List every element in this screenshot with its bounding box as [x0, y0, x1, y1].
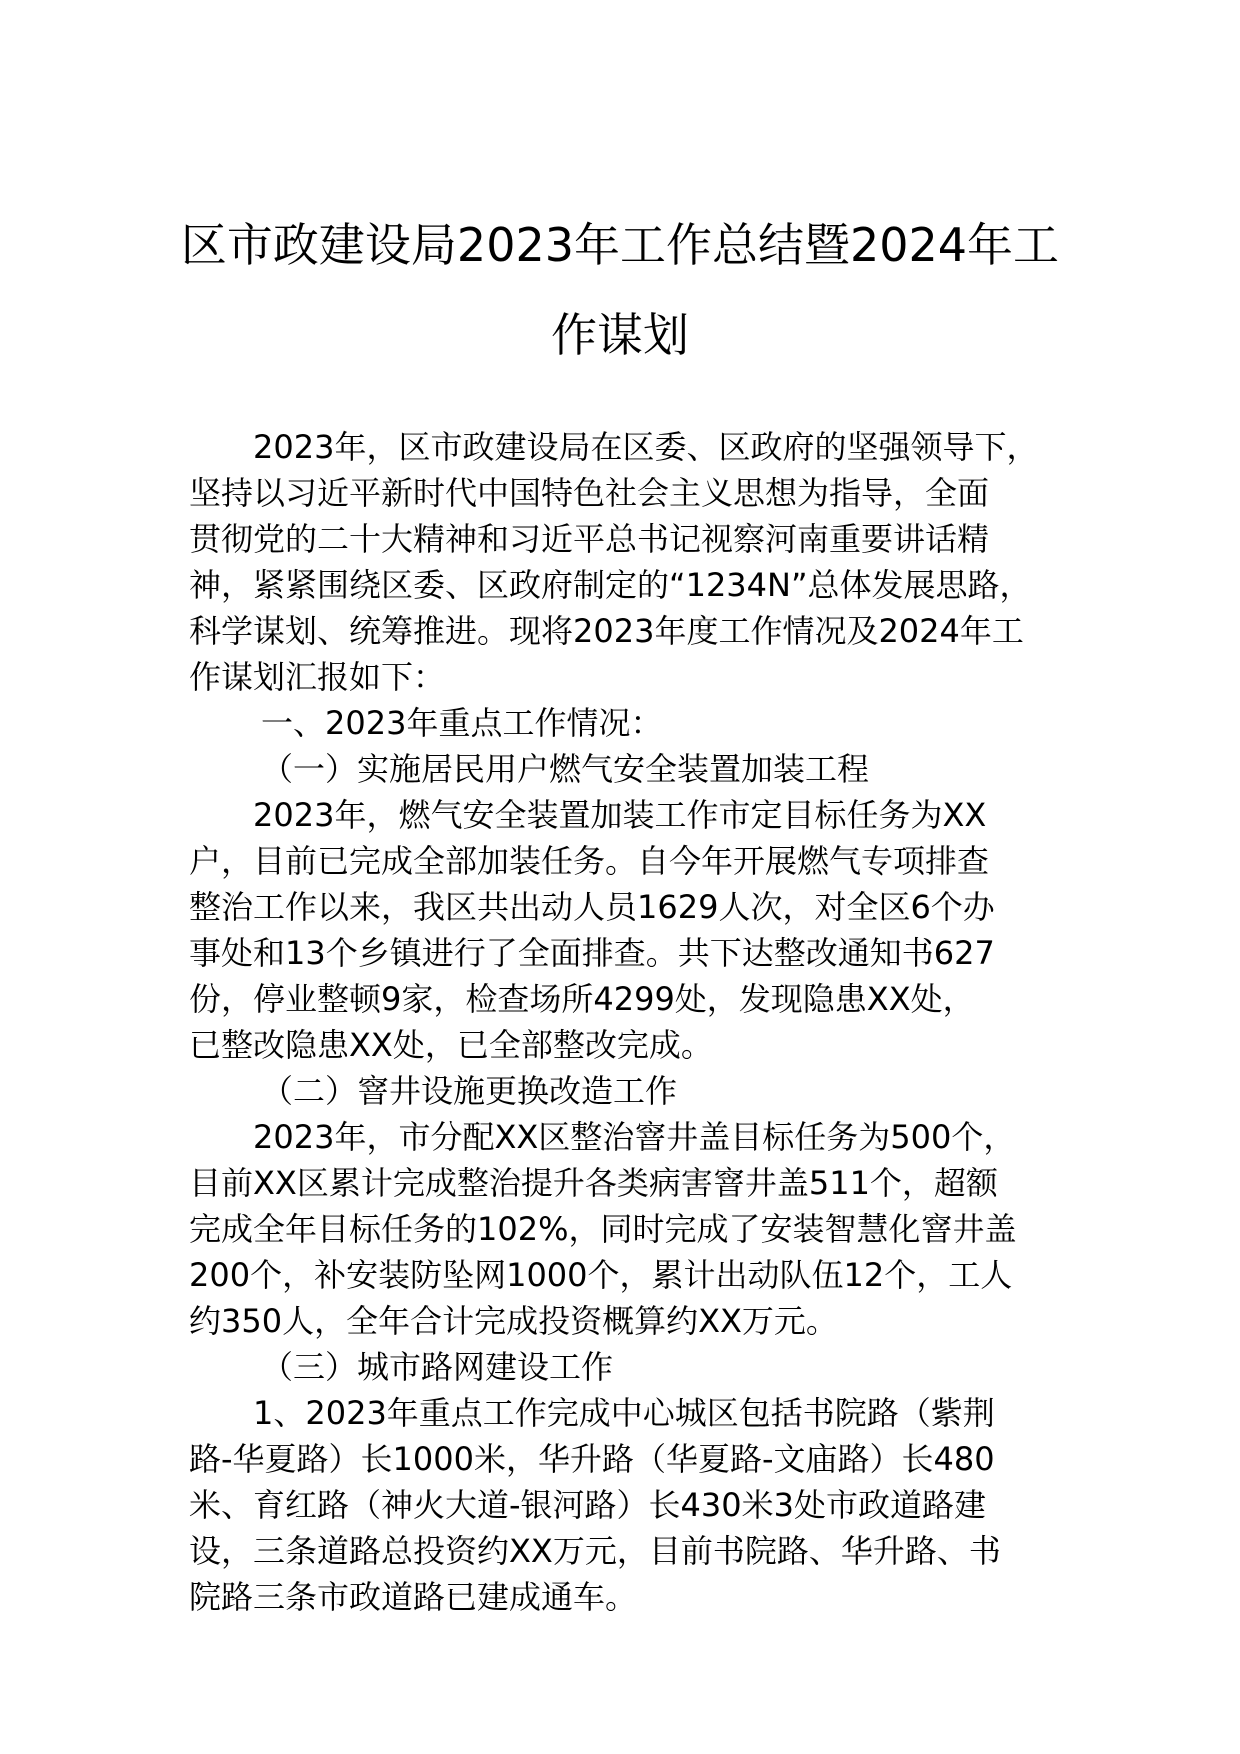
- subsection-2-paragraph-line: 2023年，市分配XX区整治窨井盖目标任务为500个，: [253, 1118, 1016, 1156]
- intro-paragraph-line: 2023年，区市政建设局在区委、区政府的坚强领导下，: [253, 428, 1039, 466]
- subsection-3-paragraph-line: 院路三条市政道路已建成通车。: [189, 1578, 638, 1616]
- subsection-heading-2: （二）窨井设施更换改造工作: [261, 1072, 678, 1110]
- intro-paragraph-line: 神，紧紧围绕区委、区政府制定的“1234N”总体发展思路，: [189, 566, 1032, 604]
- document-title-line-1: 区市政建设局2023年工作总结暨2024年工: [180, 218, 1060, 272]
- subsection-1-paragraph-line: 整治工作以来，我区共出动人员1629人次，对全区6个办: [189, 888, 995, 926]
- subsection-2-paragraph-line: 约350人，全年合计完成投资概算约XX万元。: [189, 1302, 838, 1340]
- subsection-2-paragraph-line: 200个，补安装防坠网1000个，累计出动队伍12个，工人: [189, 1256, 1013, 1294]
- document-title-line-2: 作谋划: [551, 308, 689, 362]
- subsection-3-paragraph-line: 路-华夏路）长1000米，华升路（华夏路-文庙路）长480: [189, 1440, 995, 1478]
- intro-paragraph-line: 坚持以习近平新时代中国特色社会主义思想为指导，全面: [189, 474, 990, 512]
- intro-paragraph-line: 科学谋划、统筹推进。现将2023年度工作情况及2024年工: [189, 612, 1024, 650]
- subsection-2-paragraph-line: 目前XX区累计完成整治提升各类病害窨井盖511个，超额: [189, 1164, 998, 1202]
- subsection-1-paragraph-line: 户，目前已完成全部加装任务。自今年开展燃气专项排查: [189, 842, 990, 880]
- subsection-3-paragraph-line: 米、育红路（神火大道-银河路）长430米3处市政道路建: [189, 1486, 986, 1524]
- subsection-1-paragraph-line: 事处和13个乡镇进行了全面排查。共下达整改通知书627: [189, 934, 995, 972]
- section-heading-1: 一、2023年重点工作情况：: [261, 704, 663, 742]
- subsection-1-paragraph-line: 已整改隐患XX处，已全部整改完成。: [189, 1026, 713, 1064]
- intro-paragraph-line: 作谋划汇报如下：: [189, 658, 446, 696]
- subsection-3-paragraph-line: 设，三条道路总投资约XX万元，目前书院路、华升路、书: [189, 1532, 1001, 1570]
- intro-paragraph-line: 贯彻党的二十大精神和习近平总书记视察河南重要讲话精: [189, 520, 990, 558]
- subsection-1-paragraph-line: 2023年，燃气安全装置加装工作市定目标任务为XX: [253, 796, 987, 834]
- document-body: [189, 424, 1051, 1620]
- subsection-1-paragraph-line: 份，停业整顿9家，检查场所4299处，发现隐患XX处，: [189, 980, 975, 1018]
- subsection-2-paragraph-line: 完成全年目标任务的102%，同时完成了安装智慧化窨井盖: [189, 1210, 1017, 1248]
- subsection-heading-1: （一）实施居民用户燃气安全装置加装工程: [261, 750, 870, 788]
- subsection-3-paragraph-line: 1、2023年重点工作完成中心城区包括书院路（紫荆: [253, 1394, 995, 1432]
- subsection-heading-3: （三）城市路网建设工作: [261, 1348, 614, 1386]
